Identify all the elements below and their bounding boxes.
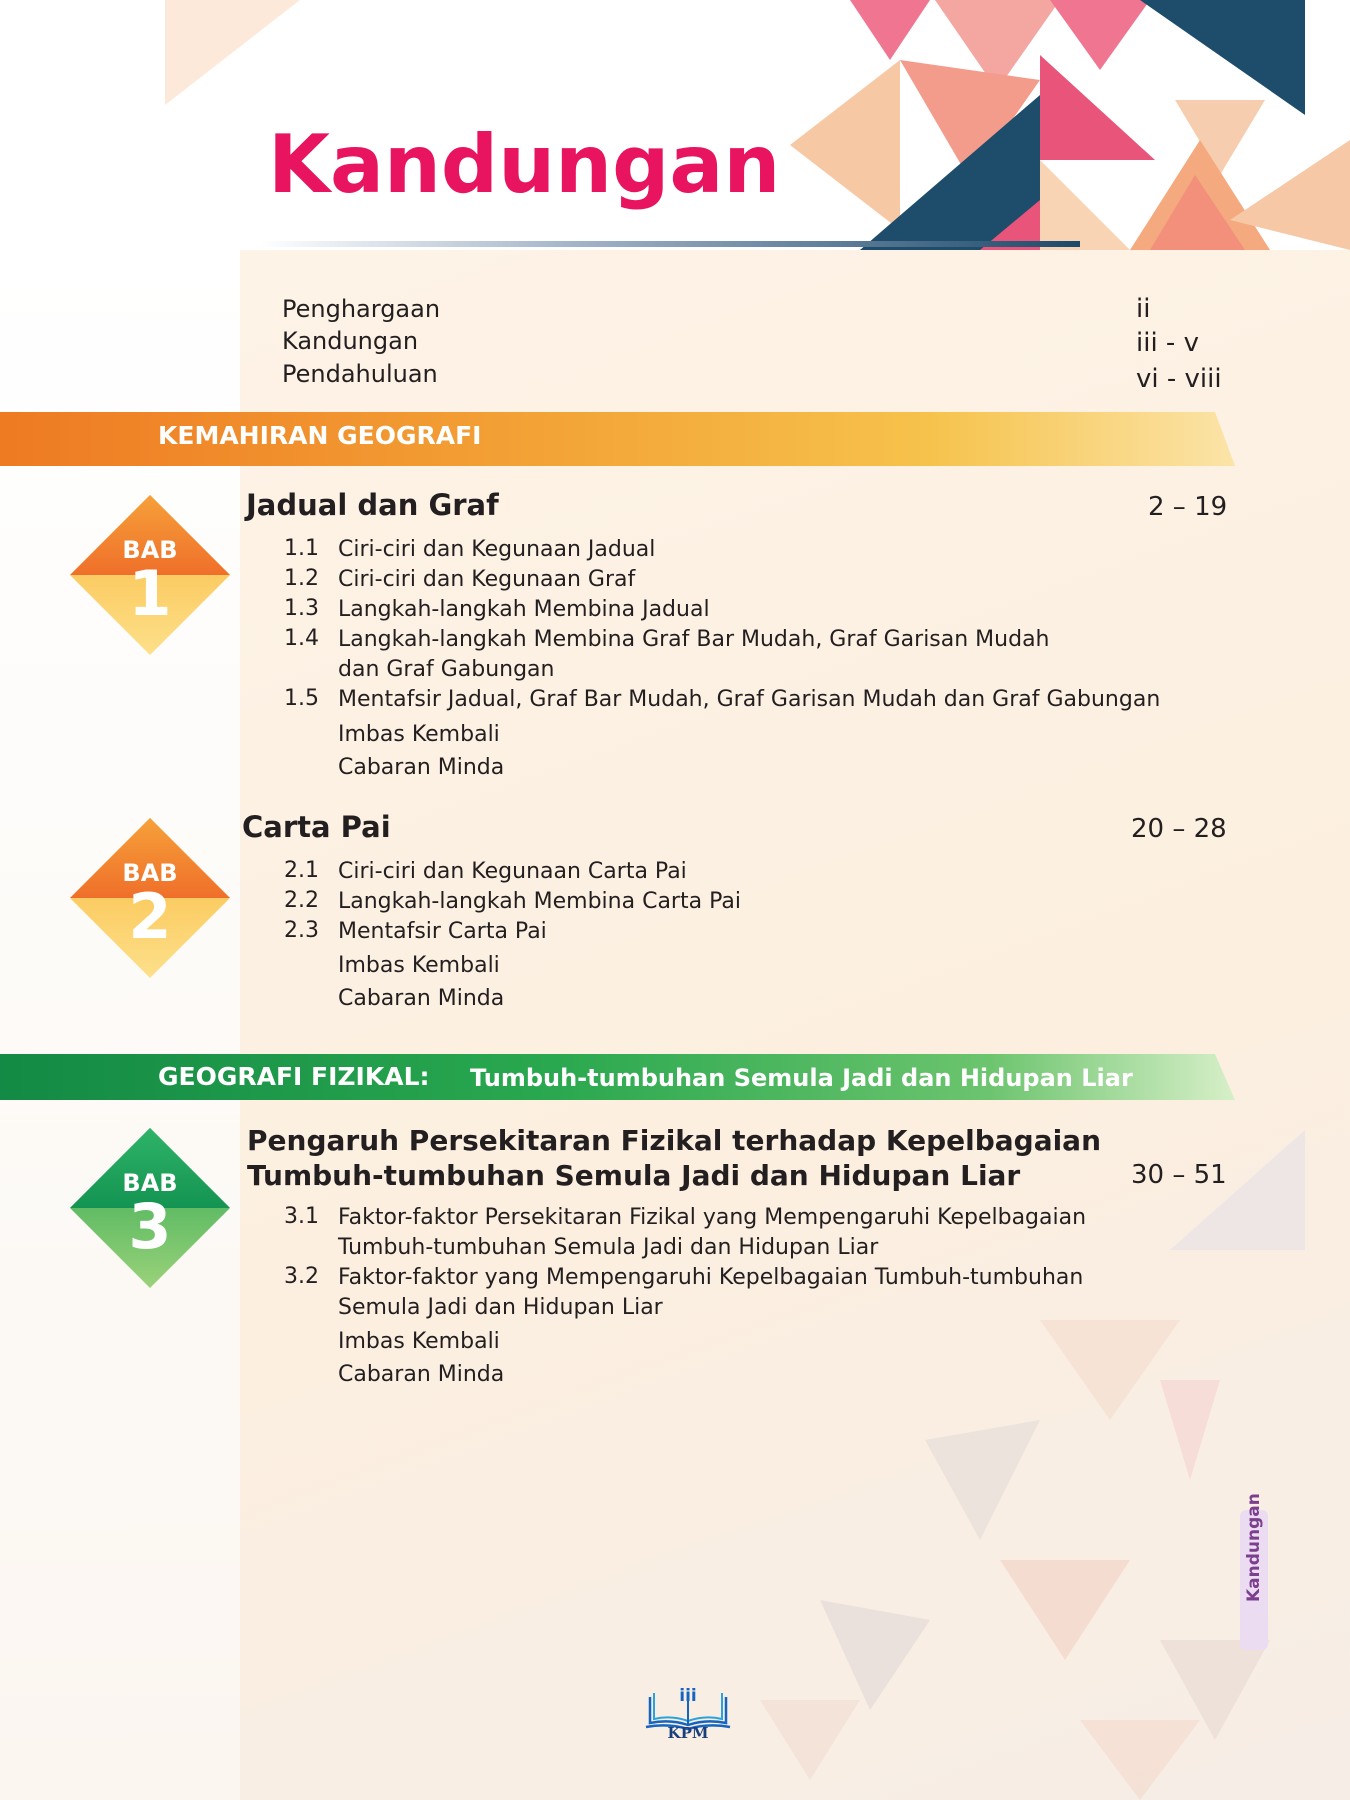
- section-number: 1.5: [284, 686, 319, 711]
- bab-number: 1: [128, 557, 172, 630]
- toc-entry-pages: ii: [1136, 294, 1151, 324]
- chapter-title[interactable]: Pengaruh Persekitaran Fizikal terhadap Kepelbagaian: [247, 1124, 1102, 1157]
- challenge-link[interactable]: Cabaran Minda: [338, 1362, 505, 1387]
- chapter-title-continued[interactable]: Tumbuh-tumbuhan Semula Jadi dan Hidupan Liar: [247, 1159, 1021, 1192]
- page-number: iii: [679, 1686, 697, 1706]
- section-title[interactable]: Langkah-langkah Membina Carta Pai: [338, 889, 741, 914]
- toc-entry-pages: iii - v: [1136, 328, 1199, 358]
- section-title[interactable]: Faktor-faktor yang Mempengaruhi Kepelbagaian Tumbuh-tumbuhan: [338, 1265, 1084, 1290]
- section-number: 3.1: [284, 1204, 319, 1229]
- section-number: 2.3: [284, 918, 319, 943]
- challenge-link[interactable]: Cabaran Minda: [338, 755, 505, 780]
- bab-badge-2: [70, 818, 230, 978]
- section-title[interactable]: Ciri-ciri dan Kegunaan Carta Pai: [338, 859, 687, 884]
- section-number: 1.4: [284, 626, 319, 651]
- section-number: 3.2: [284, 1264, 319, 1289]
- band-label: GEOGRAFI FIZIKAL:: [158, 1062, 430, 1091]
- toc-entry-label[interactable]: Pendahuluan: [282, 360, 438, 388]
- section-number: 2.2: [284, 888, 319, 913]
- section-number: 2.1: [284, 858, 319, 883]
- section-title[interactable]: Ciri-ciri dan Kegunaan Jadual: [338, 537, 656, 562]
- toc-entry-label[interactable]: Penghargaan: [282, 295, 441, 323]
- bab-number: 2: [128, 880, 172, 953]
- challenge-link[interactable]: Cabaran Minda: [338, 986, 505, 1011]
- side-tab-label: [1244, 1554, 1264, 1602]
- section-title-continued[interactable]: Semula Jadi dan Hidupan Liar: [338, 1295, 663, 1320]
- section-title[interactable]: Faktor-faktor Persekitaran Fizikal yang Mempengaruhi Kepelbagaian: [338, 1205, 1087, 1230]
- bab-label: BAB: [122, 1169, 178, 1197]
- chapter-pages: 2 – 19: [1148, 492, 1228, 522]
- chapter-pages: 20 – 28: [1131, 814, 1227, 844]
- section-title[interactable]: Langkah-langkah Membina Graf Bar Mudah, Graf Garisan Mudah: [338, 627, 1050, 652]
- band-label: KEMAHIRAN GEOGRAFI: [158, 421, 482, 450]
- chapter-title[interactable]: Carta Pai: [242, 810, 391, 844]
- section-number: 1.1: [284, 536, 319, 561]
- bab-number: 3: [128, 1190, 172, 1263]
- section-number: 1.2: [284, 566, 319, 591]
- toc-entry-pages: vi - viii: [1136, 364, 1222, 394]
- toc-entry-label[interactable]: Kandungan: [282, 327, 419, 355]
- review-link[interactable]: Imbas Kembali: [338, 953, 500, 978]
- section-title-continued[interactable]: Tumbuh-tumbuhan Semula Jadi dan Hidupan Liar: [338, 1235, 879, 1260]
- section-title[interactable]: Mentafsir Jadual, Graf Bar Mudah, Graf Garisan Mudah dan Graf Gabungan: [338, 687, 1161, 712]
- section-title-continued[interactable]: dan Graf Gabungan: [338, 657, 555, 682]
- bab-label: BAB: [122, 536, 178, 564]
- section-title[interactable]: Langkah-langkah Membina Jadual: [338, 597, 710, 622]
- review-link[interactable]: Imbas Kembali: [338, 1329, 500, 1354]
- bab-badge-3: [70, 1128, 230, 1288]
- page-title: Kandungan: [268, 118, 781, 211]
- section-number: 1.3: [284, 596, 319, 621]
- section-title[interactable]: Mentafsir Carta Pai: [338, 919, 547, 944]
- bab-badge-1: [70, 495, 230, 655]
- publisher-label: KPM: [667, 1724, 709, 1742]
- chapter-title[interactable]: Jadual dan Graf: [246, 488, 499, 522]
- chapter-pages: 30 – 51: [1131, 1160, 1227, 1190]
- review-link[interactable]: Imbas Kembali: [338, 722, 500, 747]
- band-sublabel: Tumbuh-tumbuhan Semula Jadi dan Hidupan Liar: [470, 1064, 1133, 1092]
- section-title[interactable]: Ciri-ciri dan Kegunaan Graf: [338, 567, 636, 592]
- bab-label: BAB: [122, 859, 178, 887]
